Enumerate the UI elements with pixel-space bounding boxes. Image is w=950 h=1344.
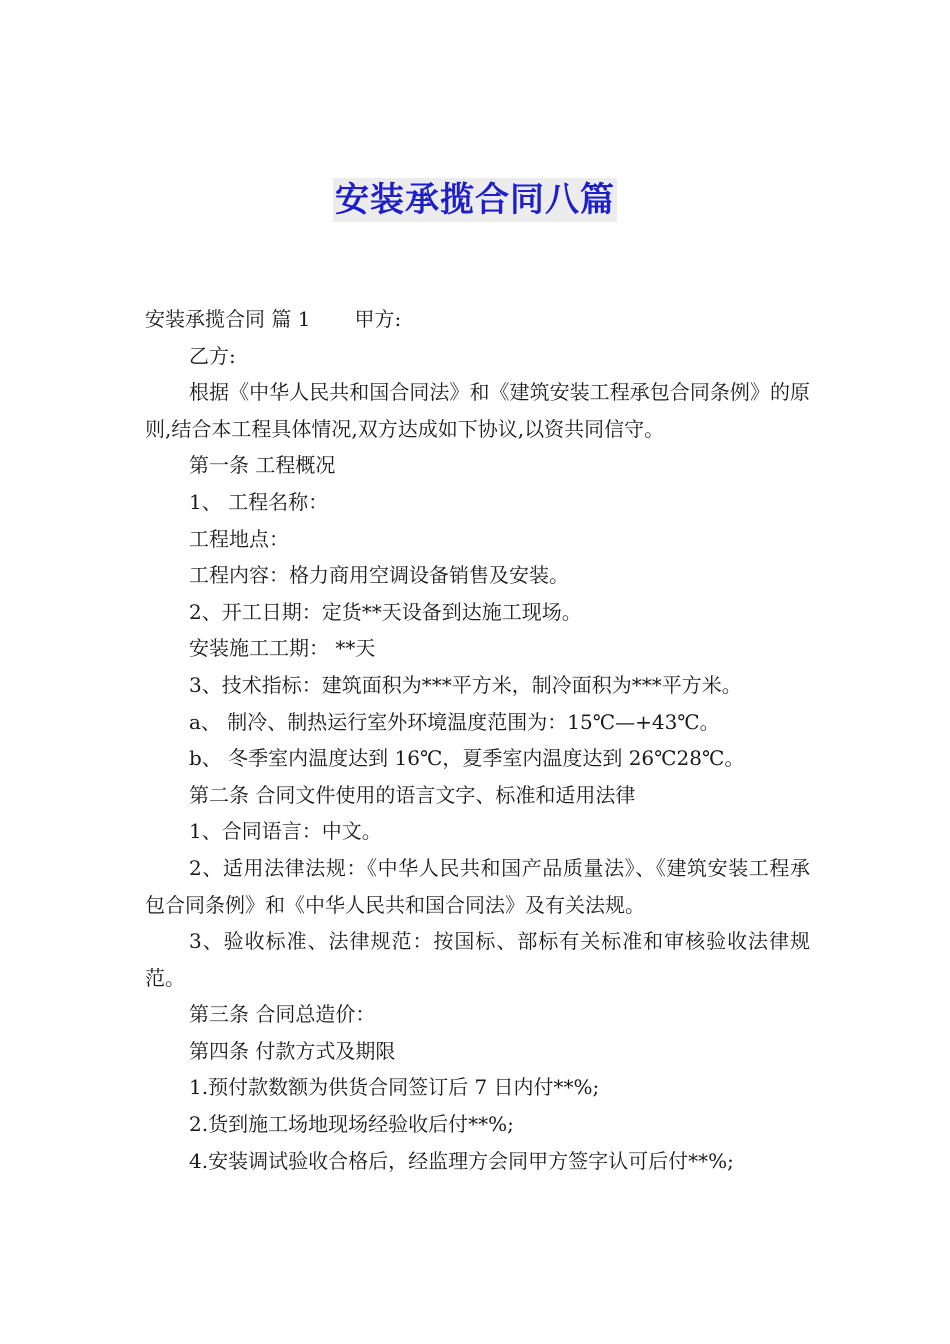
- acceptance-standard-paragraph: 3、验收标准、法律规范：按国标、部标有关标准和审核验收法律规范。: [145, 929, 810, 990]
- payment-item-4: 4.安装调试验收合格后，经监理方会同甲方签字认可后付**%;: [189, 1148, 734, 1173]
- project-location-line: 工程地点：: [189, 526, 289, 551]
- title-area: [0, 178, 950, 222]
- payment-item-2: 2.货到施工场地现场经验收后付**%;: [189, 1112, 514, 1137]
- indoor-temperature-line: b、 冬季室内温度达到 16℃，夏季室内温度达到 26℃28℃。: [189, 746, 745, 771]
- applicable-law-paragraph: 2、适用法律法规：《中华人民共和国产品质量法》、《建筑安装工程承包合同条例》和《中华人民共和国合同法》及有关法规。: [145, 855, 810, 917]
- party-b-label: 乙方:: [189, 343, 236, 368]
- document-title: 安装承揽合同八篇: [335, 180, 615, 220]
- contract-language-line: 1、合同语言：中文。: [189, 819, 382, 844]
- outdoor-temperature-line: a、 制冷、制热运行室外环境温度范围为：15℃—+43℃。: [189, 709, 720, 734]
- contract-heading: 安装承揽合同 篇 1: [145, 307, 311, 331]
- start-date-line: 2、开工日期：定货**天设备到达施工现场。: [189, 599, 582, 624]
- article-3-heading: 第三条 合同总造价：: [189, 1002, 376, 1027]
- technical-index-line: 3、技术指标：建筑面积为***平方米，制冷面积为***平方米。: [189, 672, 742, 697]
- payment-item-1: 1.预付款数额为供货合同签订后 7 日内付**%;: [189, 1075, 600, 1100]
- article-1-heading: 第一条 工程概况: [189, 453, 336, 478]
- preamble-paragraph: 根据《中华人民共和国合同法》和《建筑安装工程承包合同条例》的原则,结合本工程具体情况,双方达成如下协议,以资共同信守。: [145, 380, 810, 441]
- article-4-heading: 第四条 付款方式及期限: [189, 1038, 396, 1063]
- construction-period-line: 安装施工工期： **天: [189, 636, 376, 661]
- article-2-heading: 第二条 合同文件使用的语言文字、标准和适用法律: [189, 782, 636, 807]
- document-body: [145, 301, 810, 1179]
- party-a-label: 甲方:: [354, 307, 402, 331]
- heading-line: [145, 301, 810, 338]
- project-name-line: 1、 工程名称：: [189, 489, 329, 514]
- project-content-line: 工程内容：格力商用空调设备销售及安装。: [189, 563, 569, 588]
